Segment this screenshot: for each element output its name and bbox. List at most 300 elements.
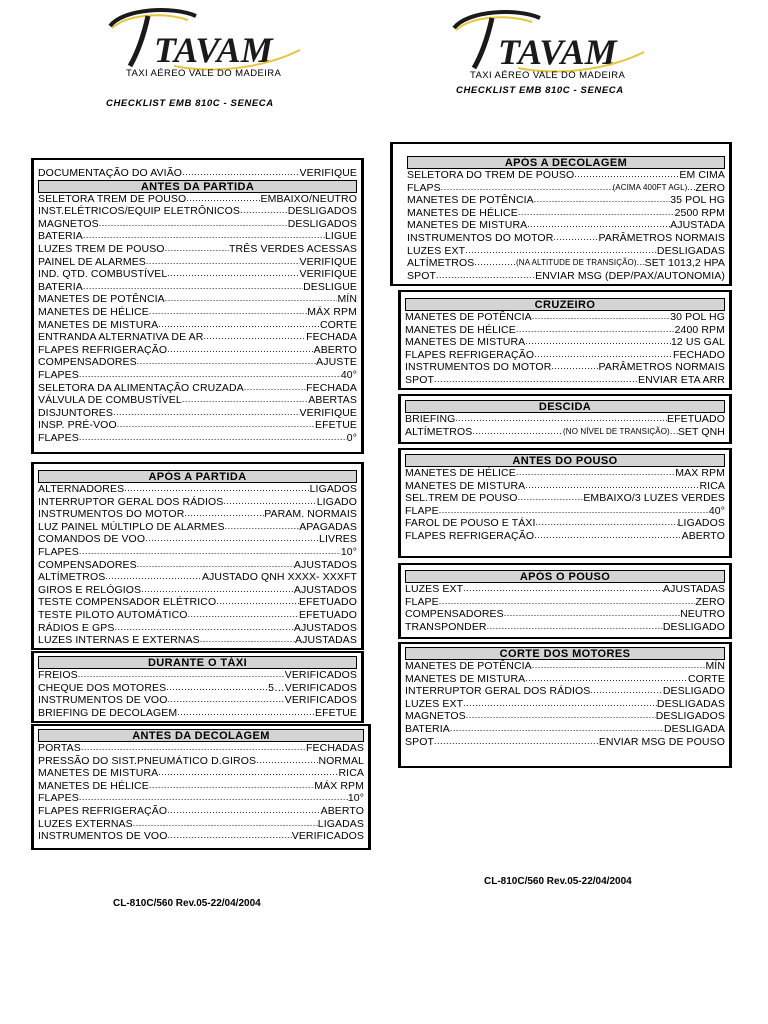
item-value: EM CIMA [679,169,725,181]
leader-dots [516,467,675,480]
item-value: 30 POL HG [670,311,725,323]
item-value: LIGADOS [309,483,357,495]
checklist-row [34,622,361,635]
item-label: MANETES DE HÉLICE [38,779,149,792]
leader-dots [145,533,319,546]
checklist-row [401,467,729,480]
checklist-row [401,492,729,505]
item-label: PORTAS [38,742,81,754]
checklist-row [34,805,368,818]
leader-dots [553,232,598,245]
item-label: FLAPES REFRIGERAÇÃO [38,804,168,817]
svg-text:TAVAM: TAVAM [154,30,273,70]
item-value: AJUSTE [316,356,357,369]
item-value: EMBAIXO/3 LUZES VERDES [583,492,725,505]
checklist-row [401,583,729,596]
item-value: FECHADA [306,381,357,394]
leader-dots [188,609,299,622]
checklist-row [401,336,729,349]
leader-dots [551,361,598,374]
leader-dots [79,369,341,382]
item-label: LUZES EXT [405,583,464,595]
footer-revision-right: CL-810C/560 Rev.05-22/04/2004 [484,876,632,887]
checklist-row [34,293,361,306]
item-label: MANETES DE POTÊNCIA [405,660,532,672]
section-title: DESCIDA [405,400,725,413]
checklist-row [34,331,361,344]
item-label: BATERIA [405,722,450,735]
leader-dots [527,219,670,232]
item-value: RICA [699,479,725,492]
checklist-row [34,521,361,534]
leader-dots [525,336,671,349]
item-value: ENVIAR ETA ARR [638,373,725,386]
leader-dots [670,426,678,439]
item-value: FECHADA [306,331,357,344]
checklist-row [401,311,729,324]
leader-dots [439,596,696,609]
item-label: PRESSÃO DO SIST.PNEUMÁTICO D.GIROS [38,754,257,767]
item-value: VERIFIQUE [299,268,357,281]
leader-dots [177,707,315,720]
item-value: DESLIGADOS [287,217,357,230]
item-label: RÁDIOS E GPS [38,621,115,634]
checklist-row [401,426,729,439]
checklist-row [34,218,361,231]
item-label: ALTÍMETROS [38,571,106,584]
item-label: INSTRUMENTOS DO MOTOR [38,508,185,521]
item-label: ENTRANDA ALTERNATIVA DE AR [38,331,204,344]
leader-dots [105,571,202,584]
checklist-row [401,361,729,374]
leader-dots [137,356,316,369]
checklist-row [401,505,729,518]
item-value: VERIFIQUE [299,406,357,419]
item-label: FLAPES [38,545,79,558]
item-label: MANETES DE MISTURA [38,318,159,331]
item-value: 2400 RPM [674,323,725,336]
right-panel-3 [398,394,732,444]
item-value: LIVRES [319,533,357,546]
item-label: CHEQUE DOS MOTORES [38,681,167,694]
leader-dots [167,805,320,818]
item-label: INSTRUMENTOS DE VOO [38,830,168,843]
item-value: MÁX RPM [314,779,364,792]
item-label: INSTRUMENTOS DE VOO [38,694,168,707]
item-value: AJUSTADA [670,219,725,232]
leader-dots [450,723,664,736]
checklist-row [403,169,729,182]
leader-dots [590,685,662,698]
leader-dots [532,660,706,673]
checklist-row [34,432,361,445]
leader-dots [472,426,563,439]
item-value: FECHADO [672,348,725,361]
item-value: CORTE [687,672,725,685]
item-label: FLAPES REFRIGERAÇÃO [405,529,535,542]
item-value: PARÂMETROS NORMAIS [598,231,725,244]
leader-dots [146,256,300,269]
item-label: FLAPES [38,431,79,444]
item-value: 10° [340,545,357,558]
checklist-row [34,193,361,206]
item-label: SELETORA TREM DE POUSO [38,192,187,205]
leader-dots [455,413,667,426]
item-value: SET 1013,2 HPA [644,257,725,270]
item-value: LIGADOS [677,517,725,530]
item-label: ALTÍMETROS [407,257,475,270]
leader-dots [441,182,613,195]
leader-dots [117,419,315,432]
item-label: FAROL DE POUSO E TÁXI [405,517,536,530]
leader-dots [525,480,699,493]
checklist-row [401,374,729,387]
checklist-row [403,207,729,220]
checklist-row [34,707,361,720]
item-value: VERIFICADOS [291,830,364,843]
section-title: APÓS O POUSO [405,570,725,583]
logo-subtitle: TAXI AÉREO VALE DO MADEIRA [470,70,626,81]
checklist-row [34,382,361,395]
checklist-row [34,394,361,407]
leader-dots [124,483,309,496]
item-label: INTERRUPTOR GERAL DOS RÁDIOS [405,685,591,698]
leader-dots [434,736,599,749]
leader-dots [534,349,673,362]
checklist-row [401,530,729,543]
checklist-row [401,349,729,362]
item-value: AJUSTADAS [295,634,357,647]
leader-dots [79,792,348,805]
leader-dots [225,521,300,534]
item-value: DESLIGADOS [287,205,357,218]
leader-dots [463,583,663,596]
item-value: FECHADAS [306,742,364,754]
item-value: AJUSTADOS [293,558,357,571]
item-label: MAGNETOS [405,710,466,723]
checklist-row [34,767,368,780]
leader-dots [149,306,307,319]
item-value: AJUSTADOS [293,583,357,596]
item-label: SPOT [405,735,434,748]
item-label: COMPENSADORES [405,608,504,621]
leader-dots [166,682,268,695]
checklist-row [34,205,361,218]
item-label: MANETES DE POTÊNCIA [38,293,165,306]
section-title: DURANTE O TÁXI [38,656,357,669]
item-value: DESLIGADAS [656,697,725,710]
checklist-row [34,669,361,682]
item-label: TESTE COMPENSADOR ELÉTRICO [38,596,217,609]
leader-dots [83,230,325,243]
item-value: DESLIGADAS [656,244,725,257]
checklist-row [34,344,361,357]
checklist-row [34,243,361,256]
checklist-row [34,818,368,831]
checklist-row [401,324,729,337]
leader-dots [439,505,709,518]
item-value: EFETUADO [299,596,357,609]
item-label: INST.ELÉTRICOS/EQUIP ELETRÔNICOS [38,205,240,218]
left-panel-1 [31,158,364,454]
item-value: TRÊS VERDES ACESSAS [229,242,357,255]
checklist-row [401,660,729,673]
leader-dots [167,268,299,281]
item-value: EMBAIXO/NEUTRO [260,192,357,205]
item-value: 40° [708,504,725,517]
checklist-row [403,245,729,258]
checklist-row [34,356,361,369]
item-value: DESLIGADO [662,620,725,633]
item-label: COMANDOS DE VOO [38,533,146,546]
leader-dots [133,818,318,831]
leader-dots [434,374,638,387]
item-label: LUZ PAINEL MÚLTIPLO DE ALARMES [38,520,225,533]
checklist-row [34,281,361,294]
leader-dots [687,182,695,195]
item-value: RICA [338,767,364,780]
item-value: VERIFICADOS [284,694,357,707]
item-label: FLAPES REFRIGERAÇÃO [405,348,535,361]
item-label: BRIEFING [405,413,456,425]
checklist-row [34,694,361,707]
leader-dots [465,245,657,258]
checklist-row [34,559,361,572]
item-label: BATERIA [38,280,83,293]
item-label: MANETES DE POTÊNCIA [407,194,534,207]
item-value: APAGADAS [299,520,357,533]
leader-dots [256,755,318,768]
checklist-row [34,634,361,647]
checklist-row: DOCUMENTAÇÃO DO AVIÃO ..... VERIFIQUE [34,167,361,180]
item-label: SELETORA DA ALIMENTAÇÃO CRUZADA [38,381,244,394]
item-label: LUZES EXTERNAS [38,817,133,830]
item-label: INSTRUMENTOS DO MOTOR [405,361,552,374]
tavam-logo-icon [104,4,304,74]
checklist-row [34,830,368,843]
item-label: IND. QTD. COMBUSTÍVEL [38,268,168,281]
item-label: INTERRUPTOR GERAL DOS RÁDIOS [38,495,224,508]
right-panel-4 [398,448,732,558]
checklist-row [34,407,361,420]
checklist-row [34,596,361,609]
item-value: EFETUE [314,706,357,719]
checklist-row [34,792,368,805]
section-title: CORTE DOS MOTORES [405,647,725,660]
left-panel-3 [31,651,364,723]
item-note: (NA ALTITUDE DE TRANSIÇÃO) [516,258,637,268]
item-label: MANETES DE MISTURA [405,672,526,685]
item-value: SET QNH [677,425,725,438]
item-value: EFETUADO [667,413,725,425]
item-label: LUZES TREM DE POUSO [38,242,165,255]
item-value: EFETUE [314,419,357,432]
item-value: LIGUE [324,230,357,243]
right-panel-6 [398,642,732,768]
item-label: MANETES DE MISTURA [405,479,526,492]
checklist-row [401,710,729,723]
checklist-row [403,219,729,232]
footer-revision-left: CL-810C/560 Rev.05-22/04/2004 [113,898,261,909]
leader-dots [518,207,675,220]
item-label: MANETES DE POTÊNCIA [405,311,532,323]
leader-dots [83,281,303,294]
leader-dots [184,508,264,521]
checklist-row [34,419,361,432]
item-label: COMPENSADORES [38,558,137,571]
leader-dots [466,710,656,723]
checklist-row [34,230,361,243]
item-label: BRIEFING DE DECOLAGEM [38,706,178,719]
checklist-row [401,608,729,621]
checklist-row [403,194,729,207]
item-value: DESLIGADA [663,722,725,735]
section-title: ANTES DO POUSO [405,454,725,467]
item-value: ENVIAR MSG DE POUSO [598,735,725,748]
item-label: MAGNETOS [38,217,99,230]
checklist-row [34,369,361,382]
item-label: DISJUNTORES [38,406,113,419]
checklist-row [34,533,361,546]
leader-dots [158,767,338,780]
item-label: LUZES EXT [407,244,466,257]
checklist-row [34,780,368,793]
checklist-row [34,268,361,281]
checklist-row [401,596,729,609]
leader-dots [200,634,295,647]
checklist-row [34,508,361,521]
left-panel-4 [31,724,371,850]
item-label: FLAPE [405,595,439,608]
checklist-row [401,413,729,426]
item-value: PARAM. NORMAIS [264,508,357,521]
item-value: MAX RPM [675,467,725,479]
leader-dots [504,608,680,621]
leader-dots [99,218,288,231]
item-label: SPOT [405,373,434,386]
item-label: BATERIA [38,230,83,243]
checklist-row [34,609,361,622]
item-value: 5…VERIFICADOS [268,681,357,694]
item-value: ZERO [695,181,725,194]
item-value: ABERTO [313,343,357,356]
item-label: TRANSPONDER [405,620,487,633]
item-label: MANETES DE HÉLICE [405,467,516,479]
item-value: 12 US GAL [670,336,725,349]
leader-dots [474,257,516,270]
leader-dots [141,584,294,597]
doc-title-left: CHECKLIST EMB 810C - SENECA [106,98,274,109]
leader-dots [534,194,670,207]
item-label: FLAPES [38,368,79,381]
checklist-row [401,480,729,493]
item-label: SELETORA DO TREM DE POUSO [407,169,575,181]
leader-dots [574,169,679,182]
checklist-row [401,736,729,749]
checklist-row [403,257,729,270]
section-title: APÓS A DECOLAGEM [407,156,725,169]
item-value: 2500 RPM [674,206,725,219]
checklist-row [401,673,729,686]
item-value: 10° [347,792,364,805]
item-label: FLAPS [407,181,441,194]
item-label: ALTÍMETROS [405,425,473,438]
item-value: DESLIGADO [662,685,725,698]
item-value: ABERTO [681,529,725,542]
left-panel-2 [31,462,364,650]
leader-dots [463,698,657,711]
checklist-row [403,270,729,283]
leader-dots [167,830,291,843]
item-label: MANETES DE MISTURA [405,336,526,349]
item-value: ZERO [695,595,725,608]
logo-left [104,4,304,79]
item-label: FLAPE [405,504,439,517]
leader-dots [637,257,645,270]
item-value: NEUTRO [680,608,725,621]
item-label: COMPENSADORES [38,356,137,369]
leader-dots [167,694,284,707]
leader-dots [203,331,306,344]
checklist-row [401,685,729,698]
leader-dots [158,319,320,332]
leader-dots [532,311,670,324]
leader-dots [137,559,294,572]
leader-dots [534,530,681,543]
item-value: MÁX RPM [307,305,357,318]
item-value: 35 POL HG [670,194,725,207]
item-label: PAINEL DE ALARMES [38,255,146,268]
leader-dots [525,673,688,686]
checklist-row [34,256,361,269]
item-value: ENVIAR MSG (DEP/PAX/AUTONOMIA) [535,269,725,282]
leader-dots [518,492,584,505]
item-label: MANETES DE HÉLICE [38,305,149,318]
item-value: ABERTAS [308,394,357,407]
checklist-row [34,755,368,768]
item-value: AJUSTADO QNH XXXX- XXXFT [201,571,357,584]
leader-dots [516,324,675,337]
item-label: MANETES DE MISTURA [407,219,528,232]
checklist-row [34,682,361,695]
item-value: VERIFIQUE [299,255,357,268]
checklist-row [34,483,361,496]
leader-dots [79,546,341,559]
item-value: CORTE [319,318,357,331]
checklist-row [403,232,729,245]
item-value: LIGADAS [317,817,364,830]
item-note: (ACIMA 400FT AGL) [612,182,688,192]
leader-dots [78,669,285,682]
section-title: CRUZEIRO [405,298,725,311]
checklist-row [34,319,361,332]
checklist-row [34,546,361,559]
section-title: ANTES DA PARTIDA [38,180,357,193]
leader-dots [114,622,293,635]
item-label: TESTE PILOTO AUTOMÁTICO [38,608,188,621]
item-label: FREIOS [38,669,78,681]
item-label: FLAPES REFRIGERAÇÃO [38,343,168,356]
leader-dots [165,293,338,306]
right-panel-2 [398,290,732,390]
item-value: DESLIGUE [303,280,357,293]
section-title: APÓS A PARTIDA [38,470,357,483]
item-value: MÍN [705,660,725,672]
item-value: DESLIGADOS [655,710,725,723]
item-value: 0° [346,431,357,444]
checklist-row [401,698,729,711]
leader-dots [216,596,299,609]
